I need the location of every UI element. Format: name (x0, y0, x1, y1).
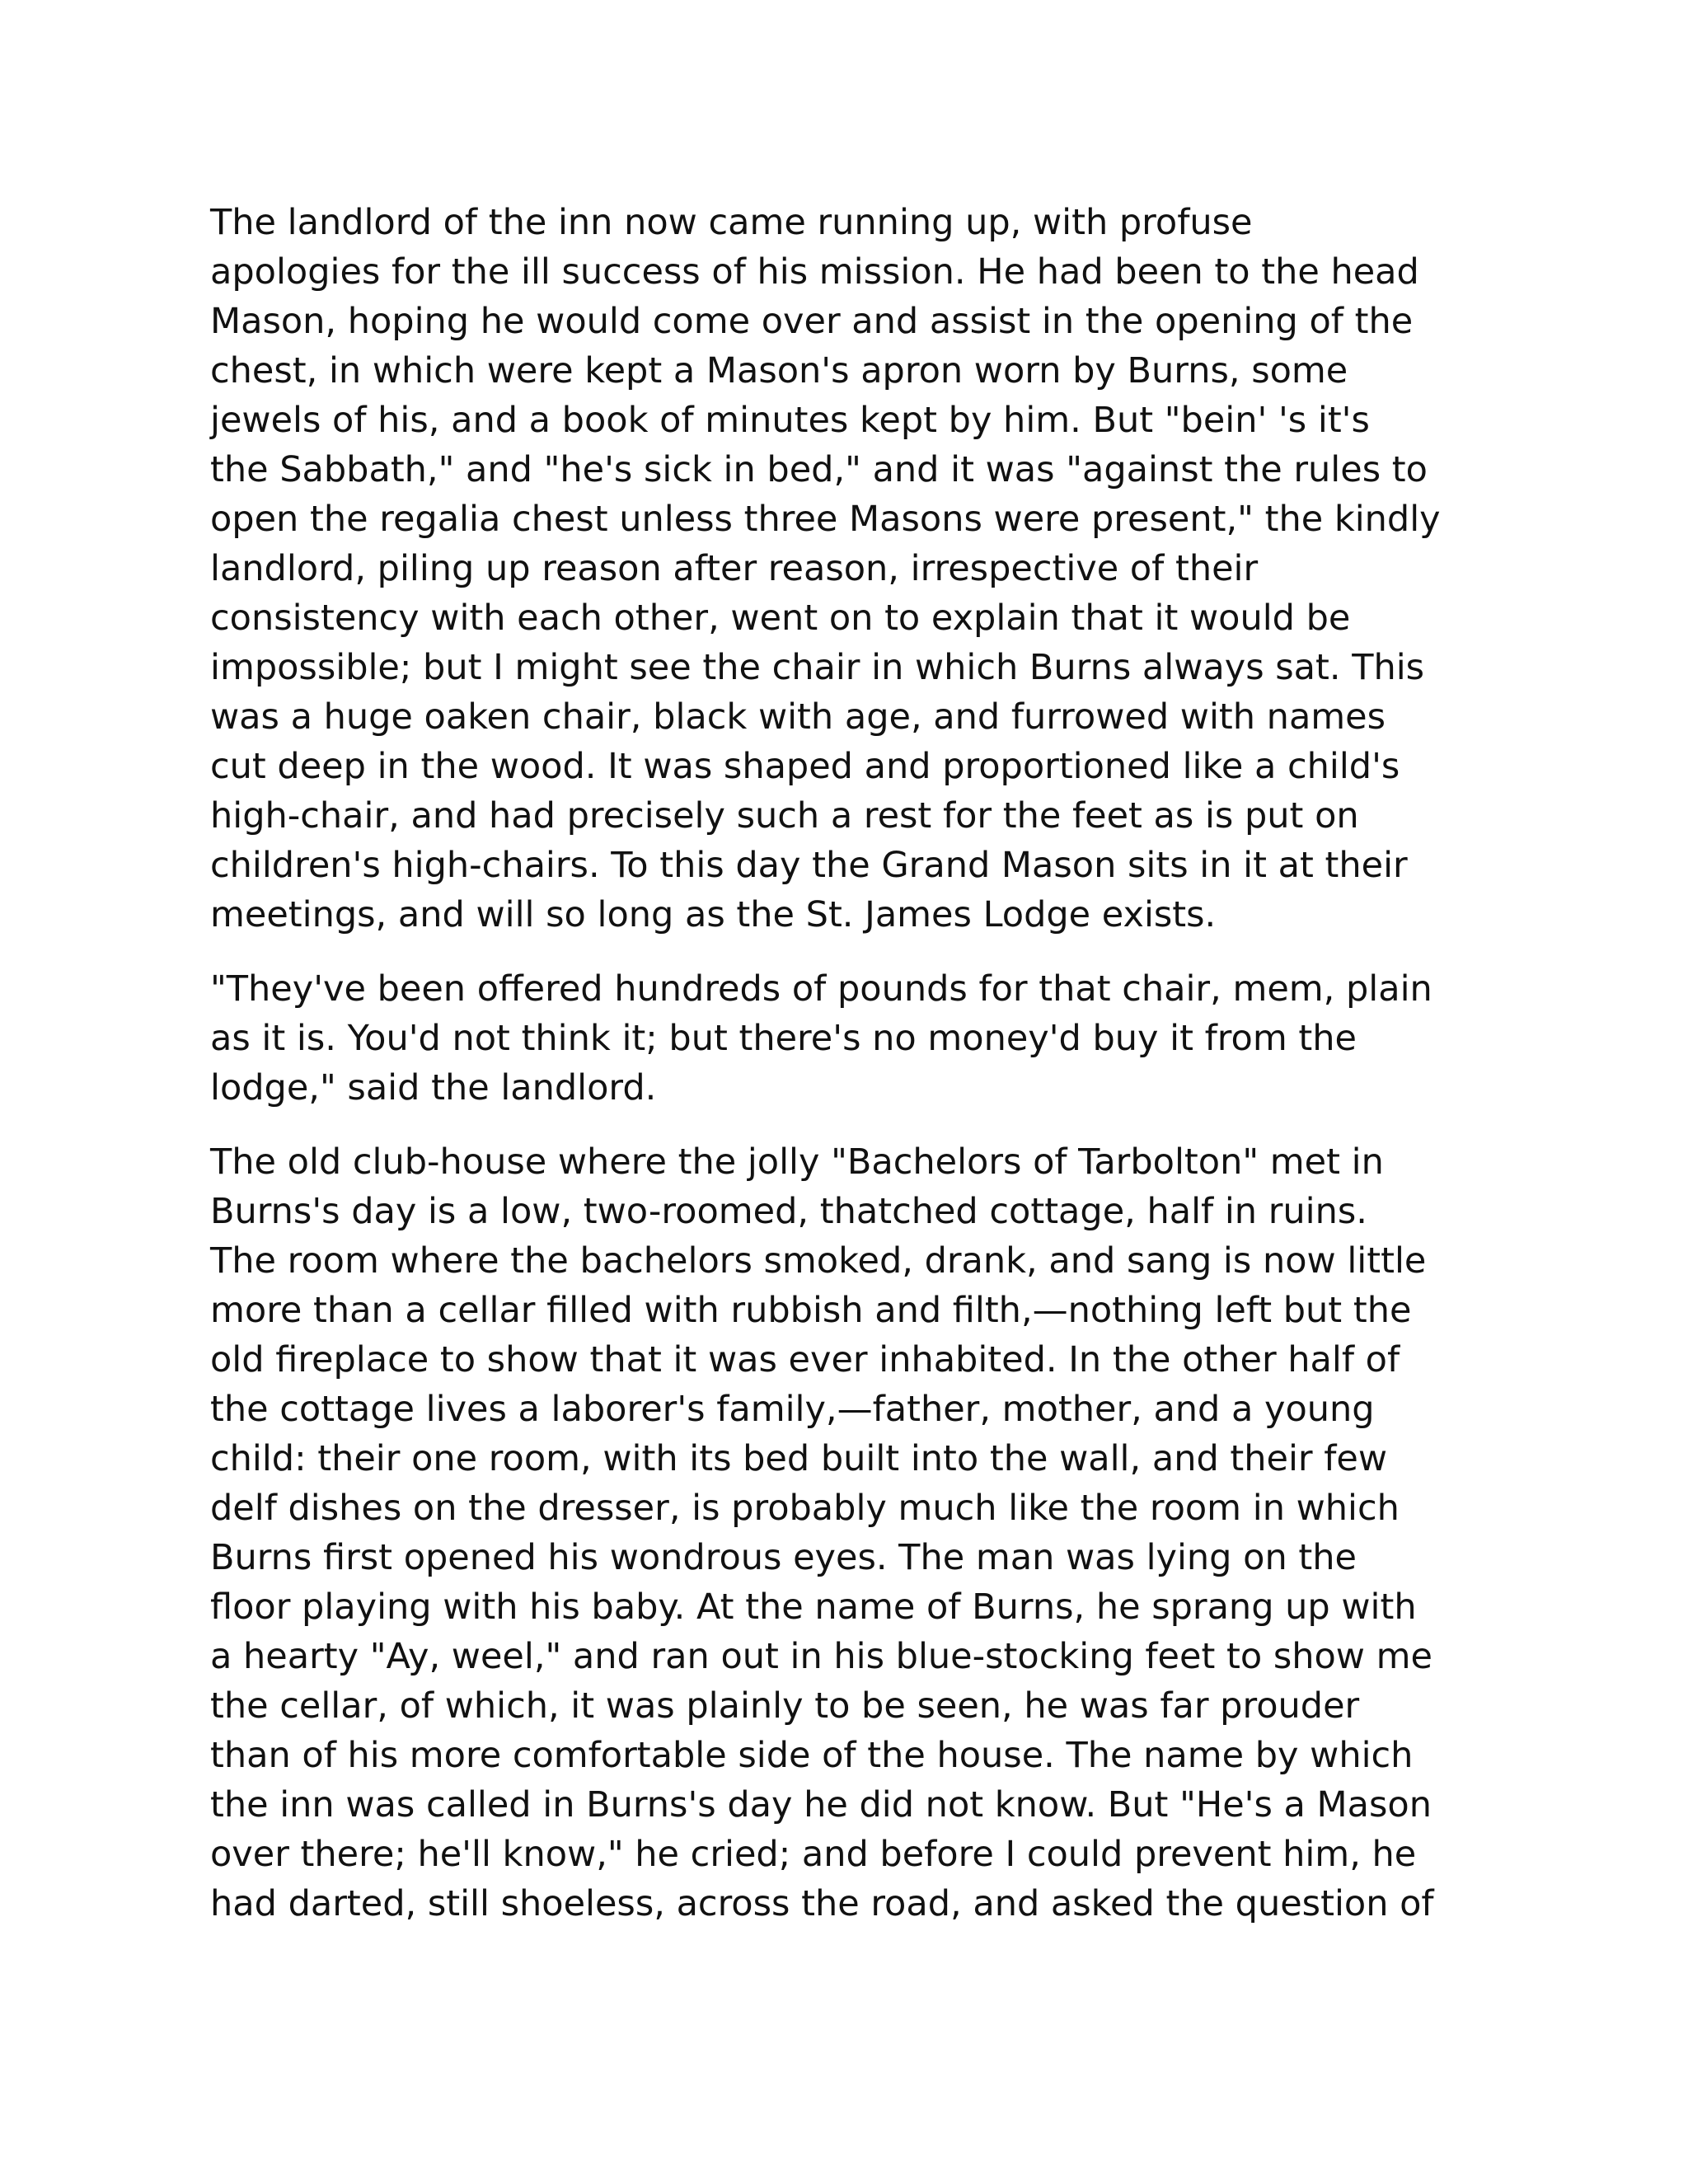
text-line: more than a cellar filled with rubbish and filth,—nothing left but the (210, 1290, 1412, 1331)
text-line: was a huge oaken chair, black with age, and furrowed with names (210, 696, 1386, 738)
text-line: had darted, still shoeless, across the road, and asked the question of (210, 1883, 1434, 1924)
text-line: child: their one room, with its bed built into the wall, and their few (210, 1438, 1388, 1479)
text-line: over there; he'll know," he cried; and before I could prevent him, he (210, 1834, 1417, 1875)
text-line: than of his more comfortable side of the house. The name by which (210, 1735, 1414, 1776)
text-line: a hearty "Ay, weel," and ran out in his blue-stocking feet to show me (210, 1636, 1432, 1677)
text-line: The room where the bachelors smoked, drank, and sang is now little (210, 1240, 1427, 1282)
text-line: Burns's day is a low, two-roomed, thatched cottage, half in ruins. (210, 1191, 1367, 1232)
text-line: open the regalia chest unless three Masons were present," the kindly (210, 499, 1441, 540)
body-text (210, 198, 1496, 1953)
text-line: delf dishes on the dresser, is probably much like the room in which (210, 1488, 1400, 1529)
text-line: old fireplace to show that it was ever inhabited. In the other half of (210, 1339, 1400, 1380)
paragraph-2 (210, 964, 1496, 1113)
text-line: The old club-house where the jolly "Bachelors of Tarbolton" met in (210, 1141, 1384, 1183)
text-line: lodge," said the landlord. (210, 1067, 657, 1108)
text-line: jewels of his, and a book of minutes kept by him. But "bein' 's it's (210, 400, 1370, 441)
text-line: landlord, piling up reason after reason, irrespective of their (210, 548, 1259, 589)
text-line: cut deep in the wood. It was shaped and proportioned like a child's (210, 746, 1400, 787)
text-line: the Sabbath," and "he's sick in bed," and it was "against the rules to (210, 449, 1428, 490)
text-line: the cellar, of which, it was plainly to be seen, he was far prouder (210, 1685, 1360, 1727)
text-line: impossible; but I might see the chair in which Burns always sat. This (210, 647, 1425, 688)
text-line: as it is. You'd not think it; but there's no money'd buy it from the (210, 1018, 1357, 1059)
text-line: the cottage lives a laborer's family,—father, mother, and a young (210, 1389, 1375, 1430)
text-line: chest, in which were kept a Mason's apron worn by Burns, some (210, 350, 1348, 391)
text-line: Burns first opened his wondrous eyes. The man was lying on the (210, 1537, 1357, 1578)
text-line: consistency with each other, went on to explain that it would be (210, 598, 1351, 639)
text-line: "They've been offered hundreds of pounds for that chair, mem, plain (210, 968, 1432, 1010)
text-line: apologies for the ill success of his mission. He had been to the head (210, 251, 1419, 293)
text-line: Mason, hoping he would come over and assist in the opening of the (210, 301, 1414, 342)
text-line: The landlord of the inn now came running up, with profuse (210, 202, 1253, 243)
text-line: the inn was called in Burns's day he did not know. But "He's a Mason (210, 1784, 1432, 1825)
text-line: floor playing with his baby. At the name of Burns, he sprang up with (210, 1586, 1417, 1628)
text-line: children's high-chairs. To this day the Grand Mason sits in it at their (210, 845, 1408, 886)
paragraph-1 (210, 198, 1496, 940)
paragraph-3 (210, 1137, 1496, 1929)
text-line: meetings, and will so long as the St. James Lodge exists. (210, 894, 1217, 935)
text-line: high-chair, and had precisely such a rest for the feet as is put on (210, 795, 1359, 837)
